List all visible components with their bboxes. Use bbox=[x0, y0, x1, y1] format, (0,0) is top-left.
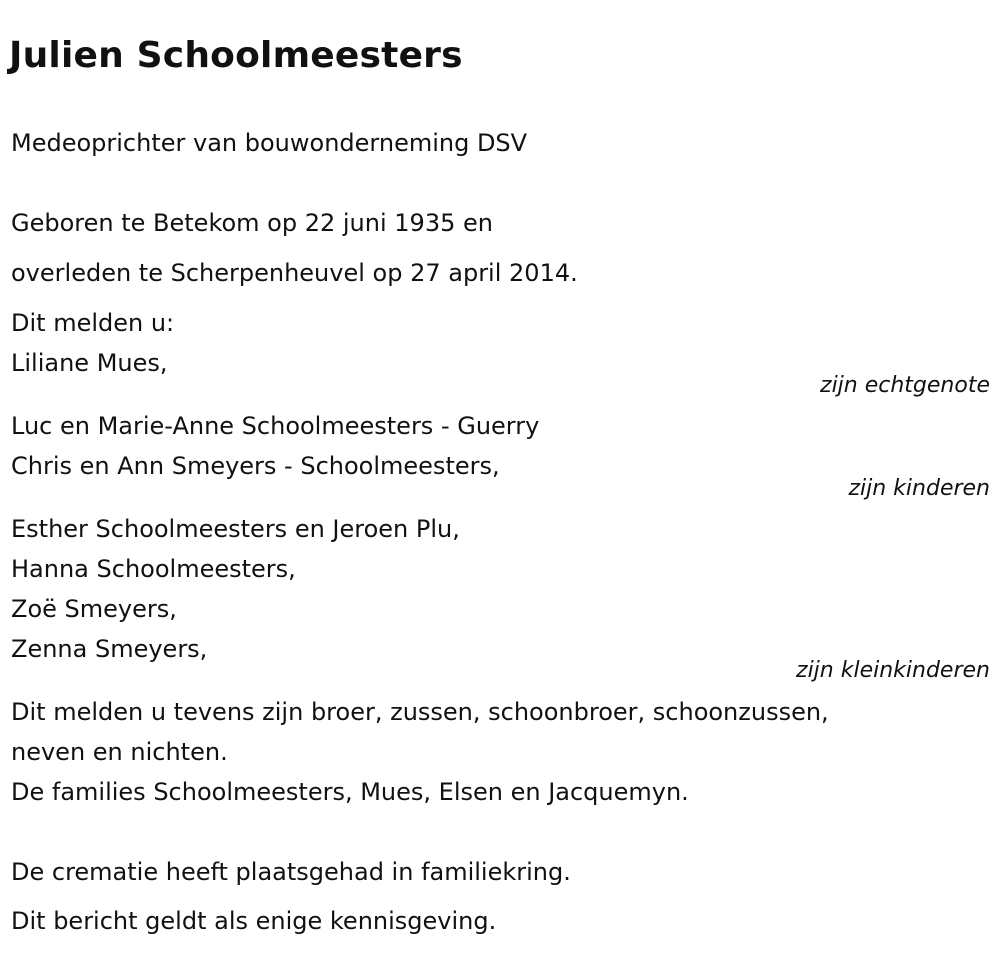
child-name-1: Luc en Marie-Anne Schoolmeesters - Guerry bbox=[11, 412, 540, 440]
grandchild-name-3: Zoë Smeyers, bbox=[11, 595, 177, 623]
birth-line-2: overleden te Scherpenheuvel op 27 april 2014. bbox=[11, 259, 578, 287]
page-title: Julien Schoolmeesters bbox=[9, 35, 463, 76]
families-line: De families Schoolmeesters, Mues, Elsen en Jacquemyn. bbox=[11, 778, 689, 806]
relatives-line-1: Dit melden u tevens zijn broer, zussen, schoonbroer, schoonzussen, bbox=[11, 698, 829, 726]
relatives-line-2: neven en nichten. bbox=[11, 738, 228, 766]
grandchild-name-4: Zenna Smeyers, bbox=[11, 635, 208, 663]
spouse-role: zijn echtgenote bbox=[820, 373, 990, 398]
notice-line: Dit bericht geldt als enige kennisgeving. bbox=[11, 907, 497, 935]
grandchild-name-1: Esther Schoolmeesters en Jeroen Plu, bbox=[11, 515, 460, 543]
children-role: zijn kinderen bbox=[848, 476, 990, 501]
subtitle: Medeoprichter van bouwonderneming DSV bbox=[11, 129, 528, 157]
cremation-line: De crematie heeft plaatsgehad in familiekring. bbox=[11, 858, 571, 886]
spouse-name: Liliane Mues, bbox=[11, 349, 168, 377]
grandchildren-role: zijn kleinkinderen bbox=[796, 658, 990, 683]
birth-line-1: Geboren te Betekom op 22 juni 1935 en bbox=[11, 209, 493, 237]
child-name-2: Chris en Ann Smeyers - Schoolmeesters, bbox=[11, 452, 500, 480]
grandchild-name-2: Hanna Schoolmeesters, bbox=[11, 555, 296, 583]
announce-intro: Dit melden u: bbox=[11, 309, 175, 337]
